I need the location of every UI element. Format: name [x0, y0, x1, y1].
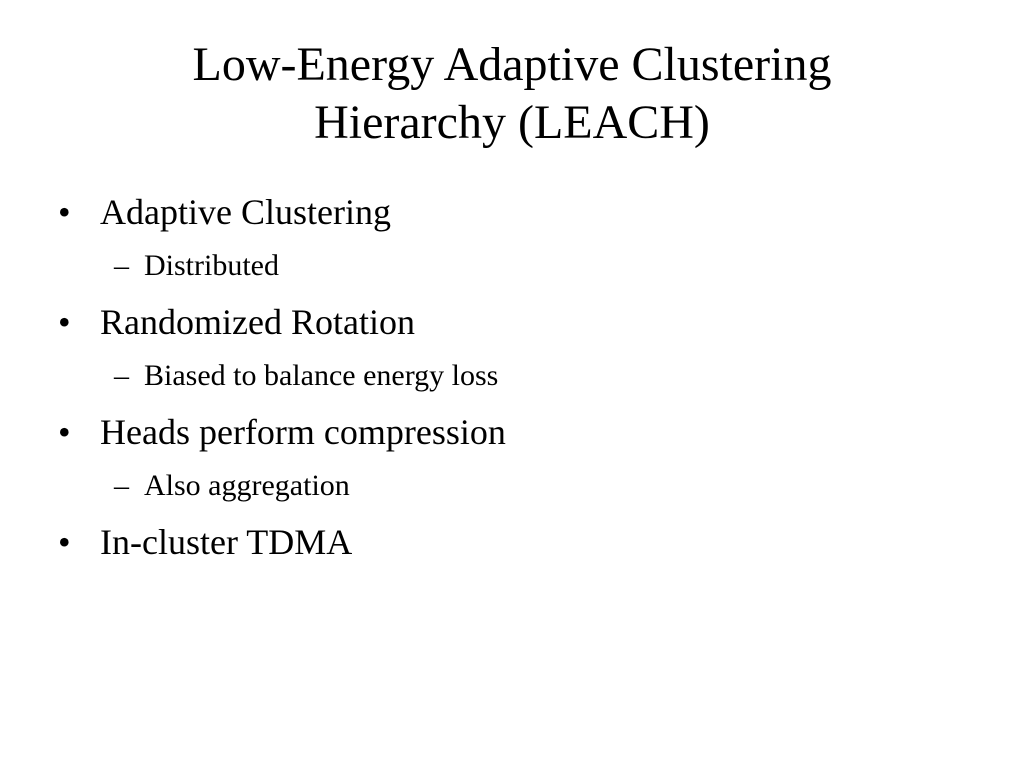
bullet-item-randomized-rotation: [58, 300, 978, 344]
dash-icon: –: [114, 469, 129, 502]
bullet-text: Heads perform compression: [100, 412, 506, 452]
slide-title-line-2: Hierarchy (LEACH): [314, 96, 710, 149]
bullet-text: Randomized Rotation: [100, 302, 415, 342]
sub-text: Also aggregation: [144, 469, 350, 502]
slide-title-line-1: Low-Energy Adaptive Clustering: [192, 38, 832, 91]
bullet-text: Adaptive Clustering: [100, 192, 391, 232]
bullet-item-adaptive-clustering: [58, 190, 978, 234]
dash-icon: –: [114, 249, 129, 282]
bullet-dot-icon: •: [58, 192, 71, 232]
sub-item-aggregation: [58, 468, 978, 504]
bullet-dot-icon: •: [58, 302, 71, 342]
sub-text: Biased to balance energy loss: [144, 359, 499, 392]
bullet-item-heads-compression: [58, 410, 978, 454]
slide-title: [0, 36, 1024, 152]
bullet-text: In-cluster TDMA: [100, 522, 353, 562]
sub-text: Distributed: [144, 249, 279, 282]
bullet-dot-icon: •: [58, 412, 71, 452]
sub-item-biased: [58, 358, 978, 394]
bullet-dot-icon: •: [58, 522, 71, 562]
bullet-item-in-cluster-tdma: [58, 520, 978, 564]
sub-item-distributed: [58, 248, 978, 284]
bullet-list: [58, 190, 978, 564]
dash-icon: –: [114, 359, 129, 392]
